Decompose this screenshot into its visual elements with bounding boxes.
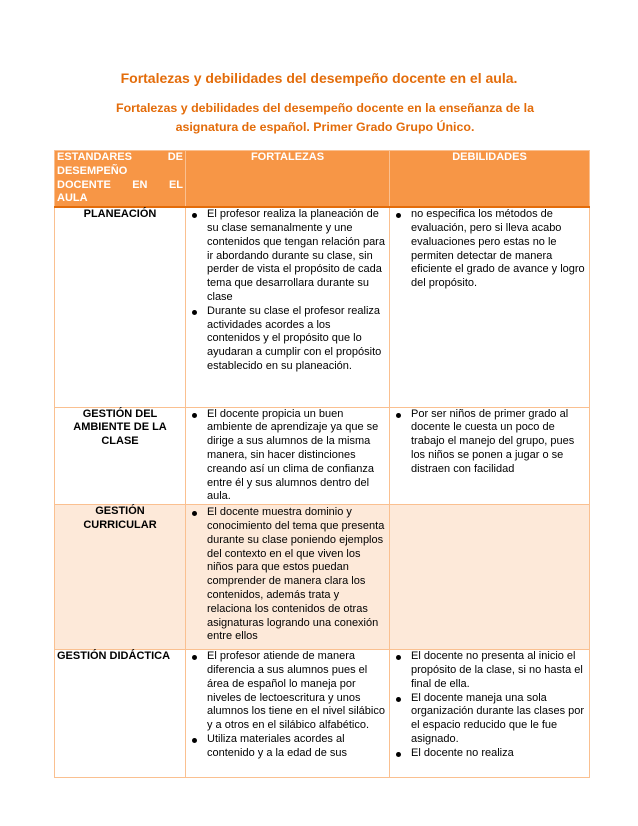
list-item [188,408,387,505]
list-item-text: El docente maneja una sola organización durante las clases por el espacio reducido que le fue asignado. [411,691,585,746]
bullet-icon [192,413,197,418]
bullet-icon [192,310,197,315]
bullet-icon [192,738,197,743]
strengths-list [188,505,387,644]
bullet-icon [192,655,197,660]
list-item [188,305,387,374]
weaknesses-cell [390,407,590,505]
header-standards-line-4: AULA [57,192,88,205]
list-item [188,733,387,761]
row-label-ambiente [55,407,186,505]
table-row [55,650,590,778]
list-item-text: El docente no presenta al inicio el propósito de la clase, si no hasta el final de ella. [411,650,583,690]
list-item [188,650,387,733]
table-row [55,505,590,650]
weaknesses-list [392,650,587,760]
header-standards-line-2: DESEMPEÑO [57,164,128,177]
list-item [392,650,587,691]
row-label-line: AMBIENTE DE LA [73,421,167,434]
strengths-list [188,208,387,374]
list-item-text: no especifica los métodos de evaluación, pero si lleva acabo evaluaciones pero estas no le permiten detectar de manera eficiente el grado de avance y logro del propósito. [411,208,585,290]
list-item-text: Durante su clase el profesor realiza actividades acordes a los contenidos y el propósito que lo ayudaran a cumplir con el propósito establecido en su planeación. [207,304,382,372]
row-label-line: GESTIÓN DEL [82,407,158,420]
strengths-cell [186,505,390,650]
list-item [392,747,587,761]
standards-table [54,150,590,778]
row-label-line: GESTIÓN [95,505,145,518]
strengths-cell [186,407,390,505]
list-item-text: El docente muestra dominio y conocimiento del tema que presenta durante su clase poniendo ejemplos del contexto en el que viven los niños para que estos puedan comprender de manera clara los contenidos, además trata y relaciona los contenidos de otras asignaturas logrando una conexión entre ellos [207,506,385,643]
list-item-text: Utiliza materiales acordes al contenido y a la edad de sus [207,733,348,759]
weaknesses-cell [390,505,590,650]
row-label-planeacion: PLANEACIÓN [55,207,186,407]
list-item [392,408,587,477]
strengths-list [188,408,387,505]
strengths-cell [186,650,390,778]
strengths-cell [186,207,390,407]
subtitle-line-2: asignatura de español. Primer Grado Grupo Único. [175,120,475,134]
document-title: Fortalezas y debilidades del desempeño docente en el aula. [120,70,518,86]
header-strengths: FORTALEZAS [186,151,390,208]
bullet-icon [192,213,197,218]
bullet-icon [192,511,197,516]
bullet-icon [396,752,401,757]
weaknesses-cell [390,207,590,407]
list-item-text: El profesor atiende de manera diferencia a sus alumnos pues el área de español lo maneja por niveles de lectoescritura y unos alumnos los tiene en el nivel silábico y a otros en el silábico alfabético. [207,650,385,732]
row-label-didactica: GESTIÓN DIDÁCTICA [55,650,186,778]
bullet-icon [396,655,401,660]
header-standards-line-3: DOCENTE EN EL [57,178,183,191]
row-label-curricular [55,505,186,650]
table-row [55,407,590,505]
header-standards [55,151,186,208]
table-row [55,207,590,407]
strengths-list [188,650,387,760]
list-item-text: El profesor realiza la planeación de su clase semanalmente y une contenidos que tengan relación para ir abordando durante su clase, sin perder de vista el propósito de cada tema que desarrollara durante su clase [207,208,385,303]
list-item [392,692,587,747]
bullet-icon [396,697,401,702]
bullet-icon [396,213,401,218]
weaknesses-cell [390,650,590,778]
weaknesses-list [392,208,587,291]
row-label-line: CURRICULAR [83,519,157,532]
header-standards-line-1: ESTANDARES DE [57,151,183,163]
list-item [188,208,387,305]
weaknesses-list [392,408,587,477]
subtitle-line-1: Fortalezas y debilidades del desempeño docente en la enseñanza de la [116,101,534,115]
list-item-text: El docente propicia un buen ambiente de aprendizaje ya que se dirige a sus alumnos de la misma manera, sin hacer distinciones creando así un clima de confianza entre él y sus alumnos dentro del aula. [207,407,379,503]
header-weaknesses: DEBILIDADES [390,151,590,208]
list-item-text: Por ser niños de primer grado al docente le cuesta un poco de trabajo el manejo del grupo, pues los niños se ponen a jugar o se distraen con facilidad [411,407,575,475]
document-subtitle [60,99,590,137]
list-item [188,506,387,644]
list-item-text: El docente no realiza [411,746,514,759]
list-item [392,208,587,291]
bullet-icon [396,413,401,418]
table-header-row [55,151,590,208]
row-label-line: CLASE [101,435,139,448]
